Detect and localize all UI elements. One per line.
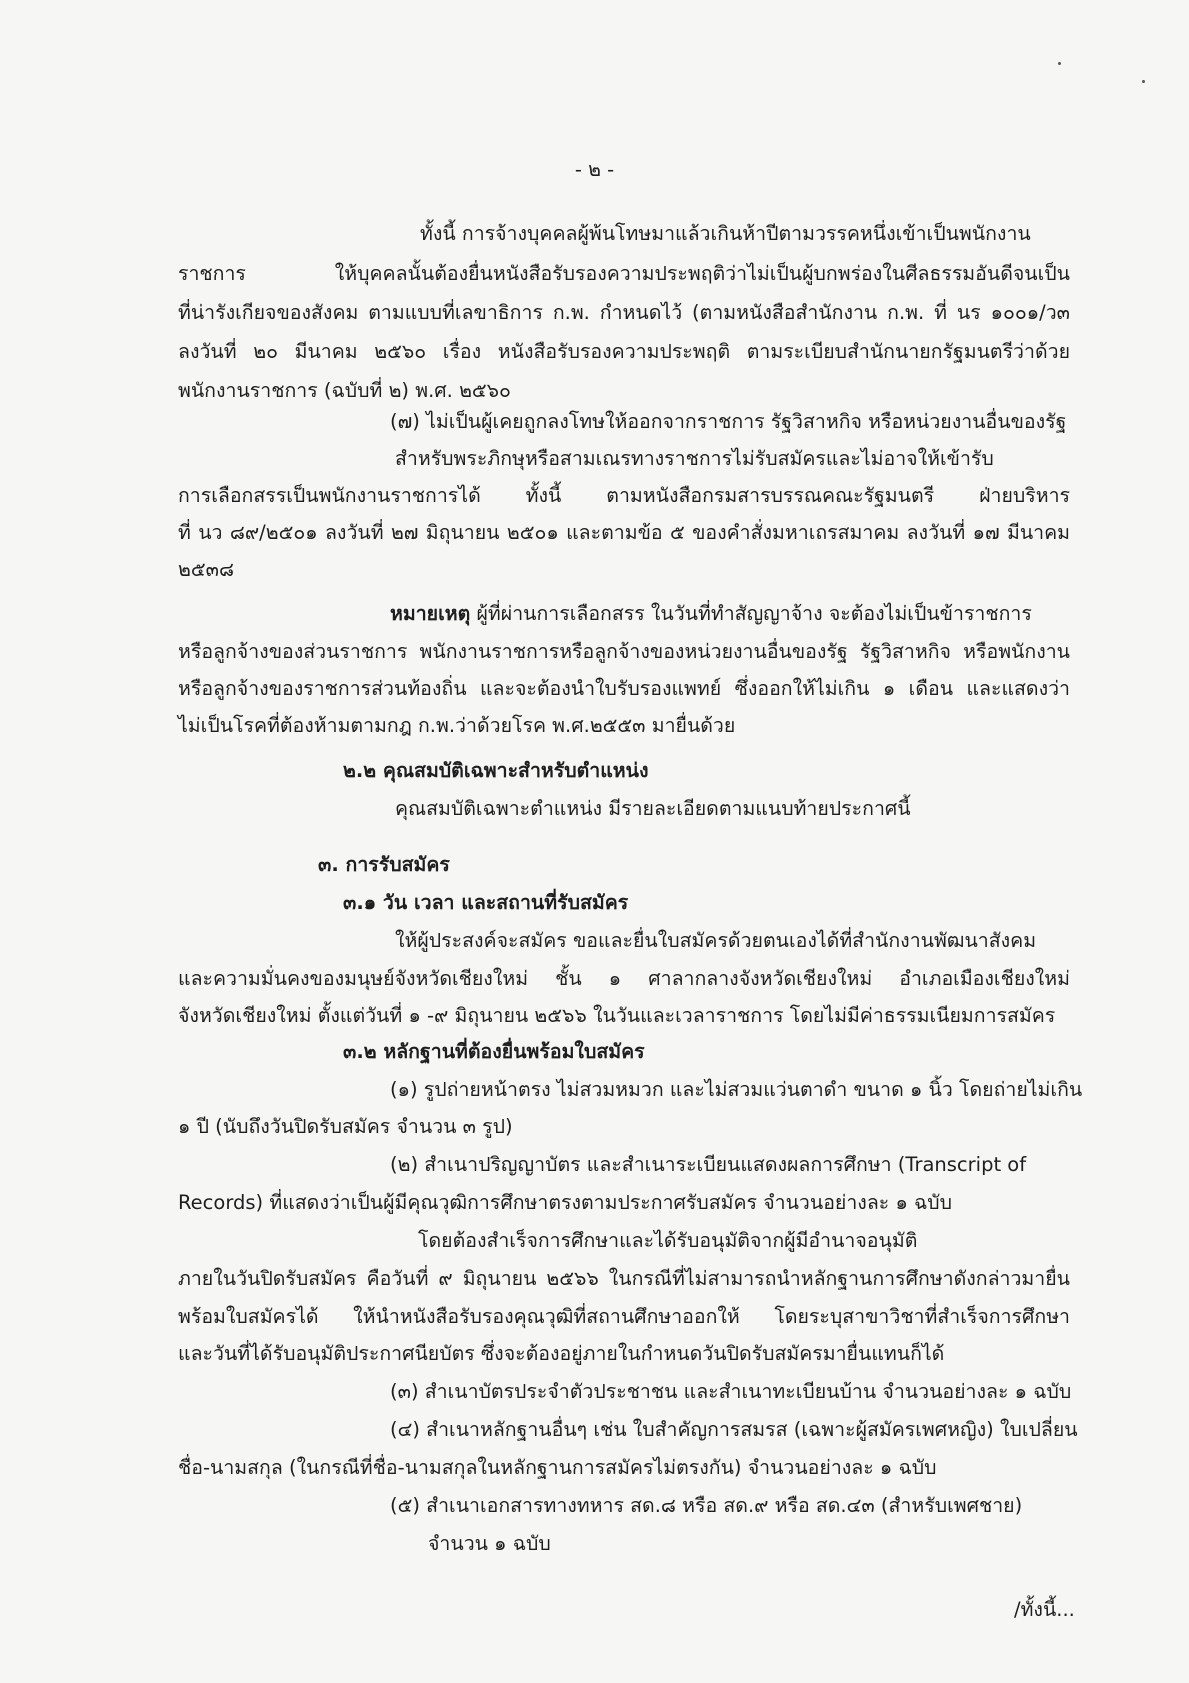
paragraph-line: หรือลูกจ้างของราชการส่วนท้องถิ่น และจะต้องนำใบรับรองแพทย์ ซึ่งออกให้ไม่เกิน ๑ เดือน และแสดงว่า — [178, 677, 1070, 700]
list-item: (๔) สำเนาหลักฐานอื่นๆ เช่น ใบสำคัญการสมรส (เฉพาะผู้สมัครเพศหญิง) ใบเปลี่ยน — [390, 1418, 1078, 1441]
page-number: - ๒ - — [574, 158, 615, 181]
paragraph-line: และความมั่นคงของมนุษย์จังหวัดเชียงใหม่ ชั้น ๑ ศาลากลางจังหวัดเชียงใหม่ อำเภอเมืองเชียงใหม่ — [178, 967, 1070, 990]
scan-speck — [1058, 62, 1061, 65]
section-heading: ๒.๒ คุณสมบัติเฉพาะสำหรับตำแหน่ง — [343, 759, 649, 782]
paragraph-line: และวันที่ได้รับอนุมัติประกาศนียบัตร ซึ่งจะต้องอยู่ภายในกำหนดวันปิดรับสมัครมายื่นแทนก็ได้ — [178, 1342, 945, 1365]
paragraph-line: ให้ผู้ประสงค์จะสมัคร ขอและยื่นใบสมัครด้วยตนเองได้ที่สำนักงานพัฒนาสังคม — [395, 929, 1037, 952]
paragraph-line: หรือลูกจ้างของส่วนราชการ พนักงานราชการหรือลูกจ้างของหน่วยงานอื่นของรัฐ รัฐวิสาหกิจ หรือพนักงาน — [178, 640, 1070, 663]
paragraph-line: ทั้งนี้ การจ้างบุคคลผู้พ้นโทษมาแล้วเกินห้าปีตามวรรคหนึ่งเข้าเป็นพนักงาน — [420, 222, 1031, 245]
note-label: หมายเหตุ — [390, 602, 471, 625]
list-item: (๕) สำเนาเอกสารทางทหาร สด.๘ หรือ สด.๙ หรือ สด.๔๓ (สำหรับเพศชาย) — [390, 1494, 1023, 1517]
paragraph-line: ราชการ ให้บุคคลนั้นต้องยื่นหนังสือรับรองความประพฤติว่าไม่เป็นผู้บกพร่องในศีลธรรมอันดีจนเป็น — [178, 262, 1070, 285]
paragraph-line: สำหรับพระภิกษุหรือสามเณรทางราชการไม่รับสมัครและไม่อาจให้เข้ารับ — [395, 447, 994, 470]
paragraph-line: ที่น่ารังเกียจของสังคม ตามแบบที่เลขาธิการ ก.พ. กำหนดไว้ (ตามหนังสือสำนักงาน ก.พ. ที่ นร ๑๐๐๑/ว๓ — [178, 301, 1070, 324]
paragraph-line: Records) ที่แสดงว่าเป็นผู้มีคุณวุฒิการศึกษาตรงตามประกาศรับสมัคร จำนวนอย่างละ ๑ ฉบับ — [178, 1191, 953, 1214]
paragraph-line: ๒๕๓๘ — [178, 558, 234, 581]
paragraph-line: โดยต้องสำเร็จการศึกษาและได้รับอนุมัติจากผู้มีอำนาจอนุมัติ — [418, 1229, 918, 1252]
paragraph-line: ๑ ปี (นับถึงวันปิดรับสมัคร จำนวน ๓ รูป) — [178, 1115, 513, 1138]
continuation-text: /ทั้งนี้... — [1014, 1598, 1075, 1621]
section-heading: ๓. การรับสมัคร — [318, 853, 450, 876]
note-text: ผู้ที่ผ่านการเลือกสรร ในวันที่ทำสัญญาจ้าง จะต้องไม่เป็นข้าราชการ — [476, 602, 1032, 625]
paragraph-line: ภายในวันปิดรับสมัคร คือวันที่ ๙ มิถุนายน ๒๕๖๖ ในกรณีที่ไม่สามารถนำหลักฐานการศึกษาดังกล่าวมายื่น — [178, 1267, 1070, 1290]
paragraph-line: พนักงานราชการ (ฉบับที่ ๒) พ.ศ. ๒๕๖๐ — [178, 379, 511, 402]
paragraph-line: พร้อมใบสมัครได้ ให้นำหนังสือรับรองคุณวุฒิที่สถานศึกษาออกให้ โดยระบุสาขาวิชาที่สำเร็จการศึกษา — [178, 1305, 1070, 1328]
note-line — [390, 602, 1070, 625]
paragraph-line: ชื่อ-นามสกุล (ในกรณีที่ชื่อ-นามสกุลในหลักฐานการสมัครไม่ตรงกัน) จำนวนอย่างละ ๑ ฉบับ — [178, 1456, 937, 1479]
section-heading: ๓.๑ วัน เวลา และสถานที่รับสมัคร — [343, 891, 629, 914]
paragraph-line: จำนวน ๑ ฉบับ — [428, 1532, 551, 1555]
list-item: (๒) สำเนาปริญญาบัตร และสำเนาระเบียนแสดงผลการศึกษา (Transcript of — [390, 1153, 1027, 1176]
paragraph-line: จังหวัดเชียงใหม่ ตั้งแต่วันที่ ๑ -๙ มิถุนายน ๒๕๖๖ ในวันและเวลาราชการ โดยไม่มีค่าธรรมเนียมการสมัคร — [178, 1004, 1056, 1027]
list-item: (๓) สำเนาบัตรประจำตัวประชาชน และสำเนาทะเบียนบ้าน จำนวนอย่างละ ๑ ฉบับ — [390, 1380, 1072, 1403]
paragraph-line: การเลือกสรรเป็นพนักงานราชการได้ ทั้งนี้ ตามหนังสือกรมสารบรรณคณะรัฐมนตรี ฝ่ายบริหาร — [178, 484, 1070, 507]
paragraph-line: คุณสมบัติเฉพาะตำแหน่ง มีรายละเอียดตามแนบท้ายประกาศนี้ — [395, 797, 911, 820]
section-heading: ๓.๒ หลักฐานที่ต้องยื่นพร้อมใบสมัคร — [343, 1040, 645, 1063]
paragraph-line: (๗) ไม่เป็นผู้เคยถูกลงโทษให้ออกจากราชการ รัฐวิสาหกิจ หรือหน่วยงานอื่นของรัฐ — [390, 410, 1067, 433]
list-item: (๑) รูปถ่ายหน้าตรง ไม่สวมหมวก และไม่สวมแว่นตาดำ ขนาด ๑ นิ้ว โดยถ่ายไม่เกิน — [390, 1078, 1083, 1101]
paragraph-line: ไม่เป็นโรคที่ต้องห้ามตามกฎ ก.พ.ว่าด้วยโรค พ.ศ.๒๕๕๓ มายื่นด้วย — [178, 714, 736, 737]
scan-speck — [1142, 80, 1145, 83]
paragraph-line: ที่ นว ๘๙/๒๕๐๑ ลงวันที่ ๒๗ มิถุนายน ๒๕๐๑ และตามข้อ ๕ ของคำสั่งมหาเถรสมาคม ลงวันที่ ๑๗ มีนาคม — [178, 521, 1070, 544]
paragraph-line: ลงวันที่ ๒๐ มีนาคม ๒๕๖๐ เรื่อง หนังสือรับรองความประพฤติ ตามระเบียบสำนักนายกรัฐมนตรีว่าด้วย — [178, 340, 1070, 363]
